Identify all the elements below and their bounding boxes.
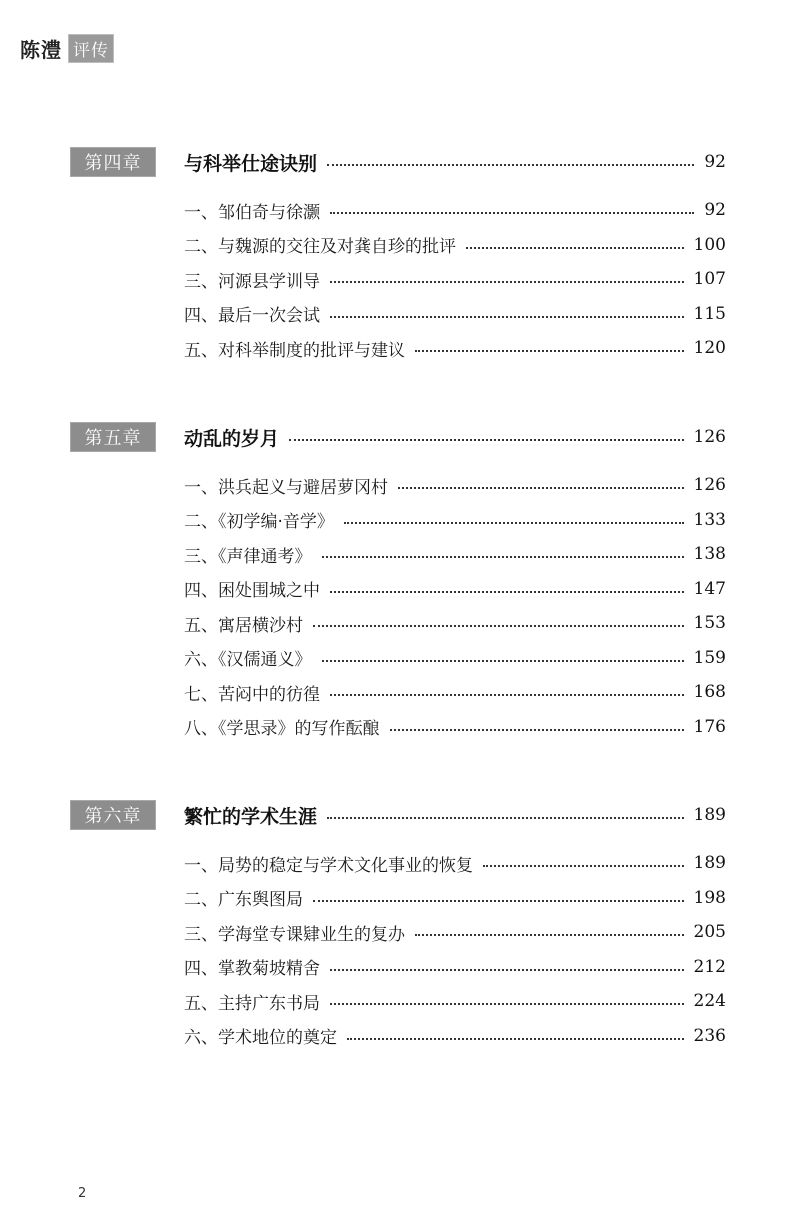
chapter-title: 动乱的岁月 (184, 427, 280, 450)
chapter-heading[interactable] (70, 798, 726, 832)
dot-leader (390, 729, 684, 731)
section-page-number: 159 (693, 647, 726, 668)
toc-chapter (70, 798, 726, 1053)
section-page-number: 107 (693, 269, 726, 290)
section-title: 八、《学思录》的写作酝酿 (184, 719, 380, 740)
book-title: 陈澧 (20, 38, 62, 62)
section-title: 四、掌教菊坡精舍 (184, 959, 320, 980)
section-title: 一、局势的稳定与学术文化事业的恢复 (184, 855, 473, 876)
toc-entry[interactable] (184, 331, 726, 366)
section-title: 五、寓居横沙村 (184, 615, 303, 636)
dot-leader (330, 591, 684, 593)
dot-leader (327, 164, 694, 166)
section-list (184, 846, 726, 1053)
chapter-page-number: 189 (693, 805, 726, 825)
chapter-title-row (184, 424, 726, 451)
section-page-number: 133 (693, 509, 726, 530)
section-page-number: 198 (693, 887, 726, 908)
chapter-number-badge: 第四章 (70, 147, 156, 177)
toc-entry[interactable] (184, 468, 726, 503)
section-title: 二、《初学编·音学》 (184, 512, 334, 533)
section-title: 四、困处围城之中 (184, 581, 320, 602)
chapter-title: 与科举仕途诀别 (184, 152, 318, 175)
section-title: 一、洪兵起义与避居萝冈村 (184, 477, 388, 498)
section-title: 三、《声律通考》 (184, 546, 312, 567)
page-number: 2 (78, 1186, 87, 1201)
toc-chapter (70, 145, 726, 366)
section-title: 七、苦闷中的彷徨 (184, 684, 320, 705)
section-page-number: 115 (693, 303, 726, 324)
section-page-number: 212 (693, 956, 726, 977)
dot-leader (466, 247, 684, 249)
dot-leader (330, 212, 694, 214)
section-title: 五、主持广东书局 (184, 993, 320, 1014)
section-title: 三、学海堂专课肄业生的复办 (184, 924, 405, 945)
toc-entry[interactable] (184, 675, 726, 710)
toc-entry[interactable] (184, 950, 726, 985)
dot-leader (483, 865, 684, 867)
dot-leader (322, 556, 684, 558)
chapter-heading[interactable] (70, 420, 726, 454)
dot-leader (313, 900, 684, 902)
toc-chapter (70, 420, 726, 744)
toc-entry[interactable] (184, 710, 726, 745)
toc-entry[interactable] (184, 228, 726, 263)
section-page-number: 120 (693, 338, 726, 359)
toc-entry[interactable] (184, 1019, 726, 1054)
section-page-number: 100 (693, 234, 726, 255)
dot-leader (415, 350, 684, 352)
chapter-title-row (184, 802, 726, 829)
book-subtitle-badge: 评传 (68, 34, 114, 63)
section-list (184, 468, 726, 744)
toc-entry[interactable] (184, 881, 726, 916)
dot-leader (330, 281, 684, 283)
toc-entry[interactable] (184, 572, 726, 607)
section-page-number: 92 (704, 200, 726, 221)
section-title: 二、与魏源的交往及对龚自珍的批评 (184, 237, 456, 258)
chapter-number-badge: 第六章 (70, 800, 156, 830)
section-page-number: 205 (693, 922, 726, 943)
section-title: 三、河源县学训导 (184, 271, 320, 292)
section-title: 六、《汉儒通义》 (184, 650, 312, 671)
section-page-number: 147 (693, 578, 726, 599)
section-title: 六、学术地位的奠定 (184, 1028, 337, 1049)
chapter-title: 繁忙的学术生涯 (184, 805, 318, 828)
toc-entry[interactable] (184, 297, 726, 332)
dot-leader (289, 439, 684, 441)
dot-leader (347, 1038, 684, 1040)
section-page-number: 138 (693, 544, 726, 565)
section-page-number: 189 (693, 853, 726, 874)
section-page-number: 176 (693, 716, 726, 737)
dot-leader (330, 969, 684, 971)
dot-leader (330, 1003, 684, 1005)
section-page-number: 236 (693, 1025, 726, 1046)
toc-entry[interactable] (184, 984, 726, 1019)
dot-leader (344, 522, 684, 524)
section-page-number: 126 (693, 475, 726, 496)
toc-entry[interactable] (184, 537, 726, 572)
toc-entry[interactable] (184, 846, 726, 881)
dot-leader (327, 817, 684, 819)
chapter-title-row (184, 149, 726, 176)
section-title: 四、最后一次会试 (184, 306, 320, 327)
dot-leader (398, 487, 684, 489)
chapter-number-badge: 第五章 (70, 422, 156, 452)
dot-leader (330, 694, 684, 696)
chapter-page-number: 92 (704, 152, 726, 172)
toc-entry[interactable] (184, 641, 726, 676)
toc-entry[interactable] (184, 193, 726, 228)
section-page-number: 224 (693, 991, 726, 1012)
toc-entry[interactable] (184, 503, 726, 538)
running-header (20, 34, 114, 63)
toc-entry[interactable] (184, 606, 726, 641)
dot-leader (330, 316, 684, 318)
section-list (184, 193, 726, 366)
section-page-number: 168 (693, 682, 726, 703)
section-page-number: 153 (693, 613, 726, 634)
toc-entry[interactable] (184, 262, 726, 297)
section-title: 二、广东舆图局 (184, 890, 303, 911)
chapter-page-number: 126 (693, 427, 726, 447)
dot-leader (415, 934, 684, 936)
section-title: 一、邹伯奇与徐灏 (184, 202, 320, 223)
dot-leader (322, 660, 684, 662)
toc-entry[interactable] (184, 915, 726, 950)
dot-leader (313, 625, 684, 627)
chapter-heading[interactable] (70, 145, 726, 179)
section-title: 五、对科举制度的批评与建议 (184, 340, 405, 361)
